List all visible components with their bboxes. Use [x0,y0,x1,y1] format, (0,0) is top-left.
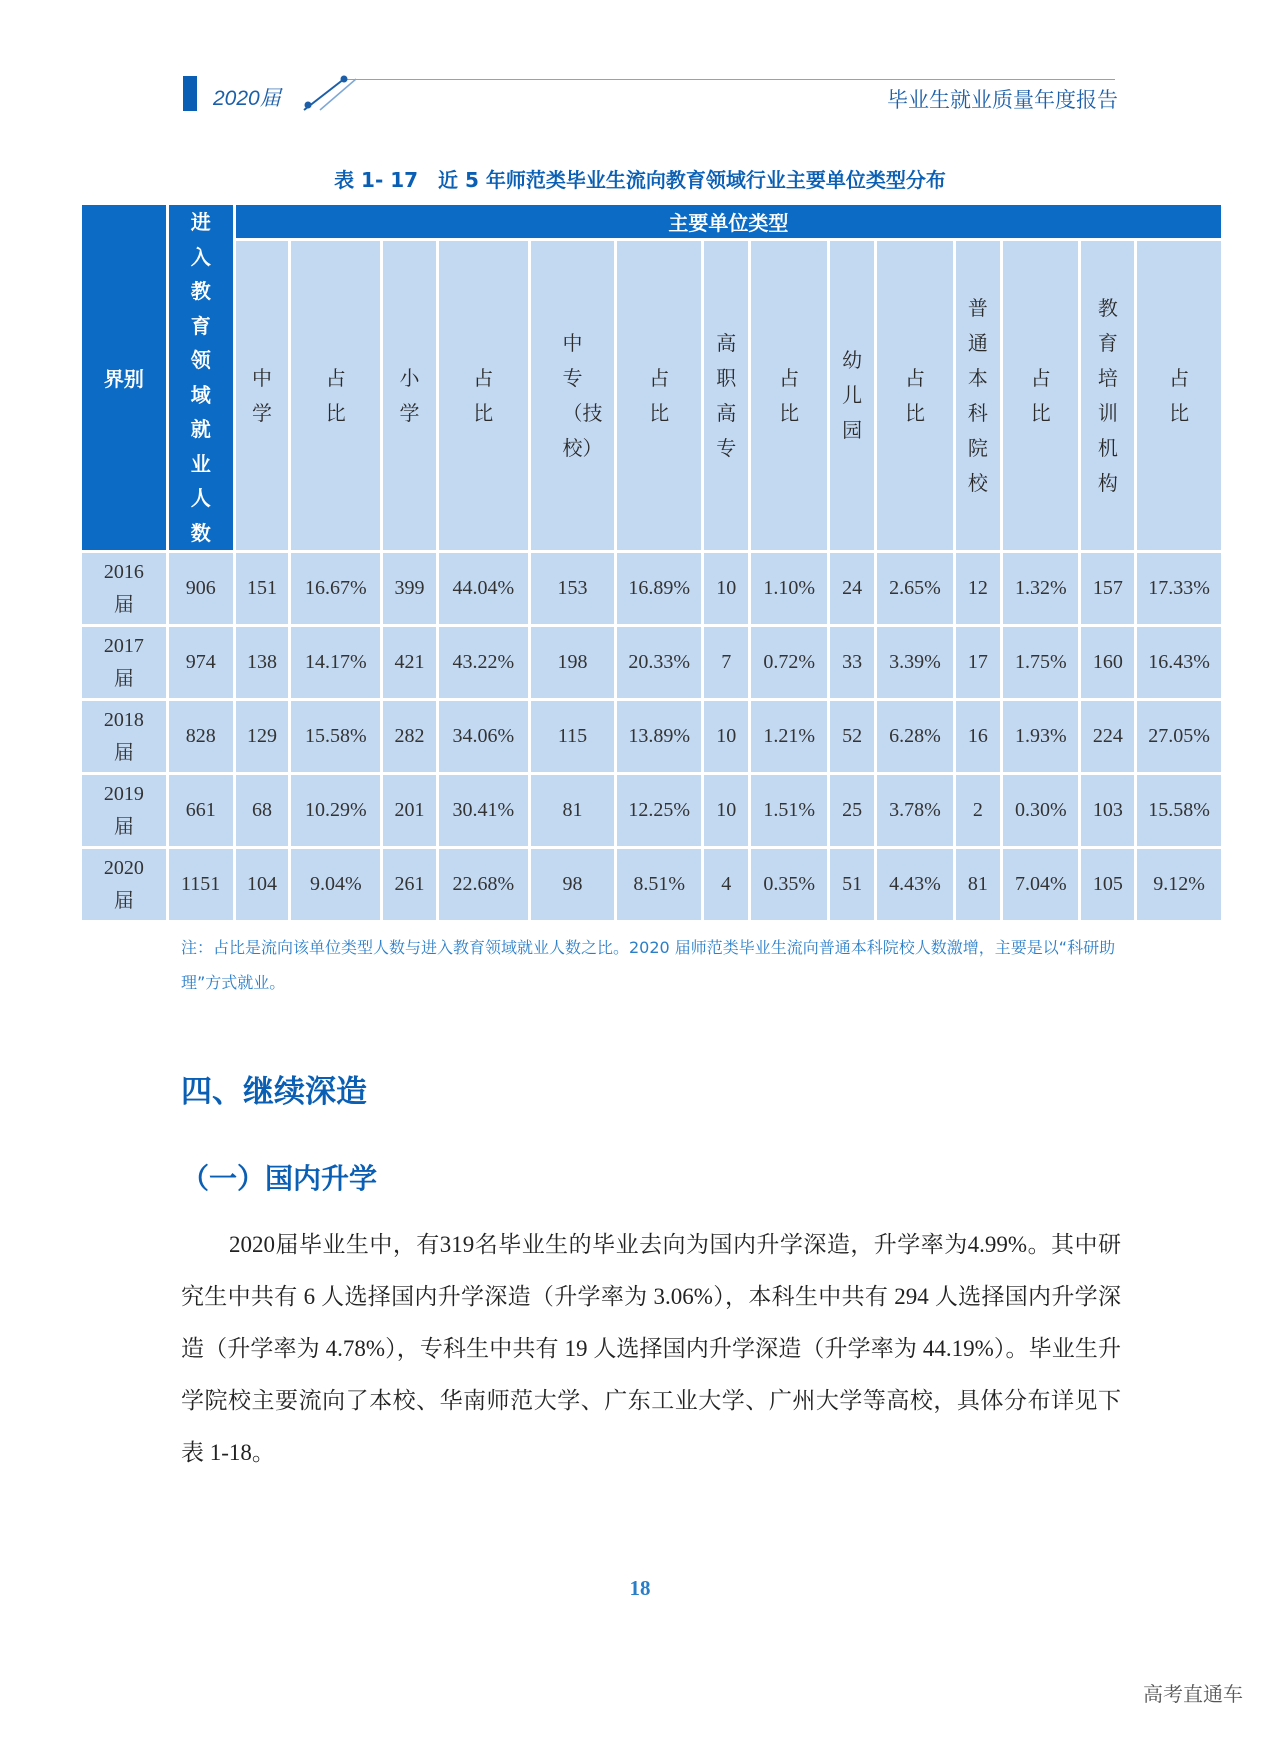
subheader-cell [291,241,380,550]
table-cell: 1.32% [1003,553,1078,624]
table-cell: 27.05% [1137,701,1221,772]
table-cell: 16.89% [617,553,701,624]
table-cell: 0.72% [751,627,826,698]
header-total [169,205,233,550]
table-cell: 30.41% [439,775,528,846]
table-cell: 2 [956,775,1000,846]
table-cell: 105 [1081,849,1134,920]
table-cell: 1.51% [751,775,826,846]
table-cell: 68 [236,775,289,846]
table-cell: 198 [531,627,615,698]
table-cell: 44.04% [439,553,528,624]
subheader-label: 普通本科院校 [967,295,988,495]
table-cell: 828 [169,701,233,772]
table-cell: 1.75% [1003,627,1078,698]
table-cell: 15.58% [291,701,380,772]
table-cell: 20.33% [617,627,701,698]
table-cell: 421 [383,627,436,698]
subheader-label: 幼儿园 [842,348,863,443]
table-cell: 51 [830,849,874,920]
table-caption: 表 1- 17 近 5 年师范类毕业生流向教育领域行业主要单位类型分布 [334,168,946,192]
table-cell: 98 [531,849,615,920]
table-cell: 104 [236,849,289,920]
table-cell: 3.39% [877,627,952,698]
watermark: 高考直通车 [1143,1682,1243,1706]
table-cell: 661 [169,775,233,846]
subheader-label: 占比 [473,365,494,425]
section-heading: 四、继续深造 [181,1074,367,1110]
table-cell: 0.35% [751,849,826,920]
table-row [82,775,1221,846]
table-cell: 906 [169,553,233,624]
subheader-cell [1081,241,1134,550]
subheader-cell [531,241,615,550]
table-cell: 14.17% [291,627,380,698]
table-cell: 6.28% [877,701,952,772]
table-cell: 201 [383,775,436,846]
table-cell: 10.29% [291,775,380,846]
table-cell: 15.58% [1137,775,1221,846]
table-cell: 4.43% [877,849,952,920]
table-cell: 24 [830,553,874,624]
header-rule [345,79,1115,80]
table-cell: 10 [704,553,748,624]
table-row [82,627,1221,698]
table-cell: 1.10% [751,553,826,624]
table-cell: 7.04% [1003,849,1078,920]
table-cell: 10 [704,701,748,772]
table-cell: 10 [704,775,748,846]
section-subheading: （一）国内升学 [181,1162,378,1195]
table-cell: 1.93% [1003,701,1078,772]
table-cell: 224 [1081,701,1134,772]
header-accent-bar [183,76,197,111]
table-cell: 12.25% [617,775,701,846]
subheader-cell [877,241,952,550]
table-cell: 33 [830,627,874,698]
table-cell: 129 [236,701,289,772]
table-row [82,701,1221,772]
table-cell: 12 [956,553,1000,624]
subheader-label: 高职高专 [716,330,737,460]
table-cell: 399 [383,553,436,624]
table-cell: 81 [531,775,615,846]
subheader-cell [236,241,289,550]
header-circuit-icon [300,72,360,114]
body-paragraph: 2020届毕业生中，有319名毕业生的毕业去向为国内升学深造，升学率为4.99%。其中研究生中共有 6 人选择国内升学深造（升学率为 3.06%），本科生中共有 294 人选择国内升学深造（升学率为 4.78%），专科生中共有 19 人选择国内升学深造（升学率为 44.19%）。毕业生升学院校主要流向了本校、华南师范大学、广东工业大学、广州大学等高校，具体分布详见下表 1-18。 [181,1232,1121,1465]
subheader-cell [956,241,1000,550]
subheader-label: 中学 [252,365,273,425]
table-cell: 34.06% [439,701,528,772]
table-cell: 7 [704,627,748,698]
table-cell: 160 [1081,627,1134,698]
subheader-cell [383,241,436,550]
subheader-label: 占比 [649,365,670,425]
table-cell: 25 [830,775,874,846]
header-jiebie: 界别 [82,205,166,550]
unit-type-table [79,202,1224,923]
table-cell: 151 [236,553,289,624]
table-cell: 103 [1081,775,1134,846]
table-cell: 43.22% [439,627,528,698]
table-cell: 2.65% [877,553,952,624]
table-cell: 81 [956,849,1000,920]
subheader-cell [751,241,826,550]
header-year-label: 2020届 [213,87,281,110]
subheader-cell [439,241,528,550]
table-cell: 52 [830,701,874,772]
subheader-label: 占比 [779,365,800,425]
table-cell: 974 [169,627,233,698]
table-cell: 17 [956,627,1000,698]
table-cell: 9.12% [1137,849,1221,920]
table-cell: 282 [383,701,436,772]
subheader-cell [830,241,874,550]
subheader-cell [617,241,701,550]
subheader-label: 占比 [904,365,925,425]
table-cell: 17.33% [1137,553,1221,624]
table-cell: 1.21% [751,701,826,772]
subheader-label: 占比 [1169,365,1190,425]
table-cell: 1151 [169,849,233,920]
table-cell: 0.30% [1003,775,1078,846]
table-row [82,849,1221,920]
subheader-label: 中专（技校） [562,330,603,460]
table-cell: 261 [383,849,436,920]
subheader-cell [1137,241,1221,550]
table-cell: 138 [236,627,289,698]
row-year: 2020 届 [82,849,166,920]
table-row [82,553,1221,624]
subheader-label: 占比 [1030,365,1051,425]
table-cell: 16.43% [1137,627,1221,698]
table-cell: 115 [531,701,615,772]
header-report-title: 毕业生就业质量年度报告 [887,88,1118,112]
row-year: 2016 届 [82,553,166,624]
table-cell: 22.68% [439,849,528,920]
table-cell: 9.04% [291,849,380,920]
table-cell: 157 [1081,553,1134,624]
header-group: 主要单位类型 [236,205,1221,238]
subheader-cell [704,241,748,550]
subheader-label: 小学 [399,365,420,425]
header-total-label: 进入教育领域就业人数 [190,210,211,545]
row-year: 2019 届 [82,775,166,846]
table-cell: 13.89% [617,701,701,772]
row-year: 2017 届 [82,627,166,698]
table-note: 注：占比是流向该单位类型人数与进入教育领域就业人数之比。2020 届师范类毕业生流向普通本科院校人数激增，主要是以“科研助理”方式就业。 [181,938,1116,992]
table-cell: 16.67% [291,553,380,624]
table-cell: 8.51% [617,849,701,920]
table-cell: 153 [531,553,615,624]
subheader-label: 教育培训机构 [1097,295,1118,495]
subheader-cell [1003,241,1078,550]
table-cell: 4 [704,849,748,920]
row-year: 2018 届 [82,701,166,772]
subheader-label: 占比 [325,365,346,425]
table-cell: 16 [956,701,1000,772]
page-number: 18 [629,1576,651,1600]
table-cell: 3.78% [877,775,952,846]
